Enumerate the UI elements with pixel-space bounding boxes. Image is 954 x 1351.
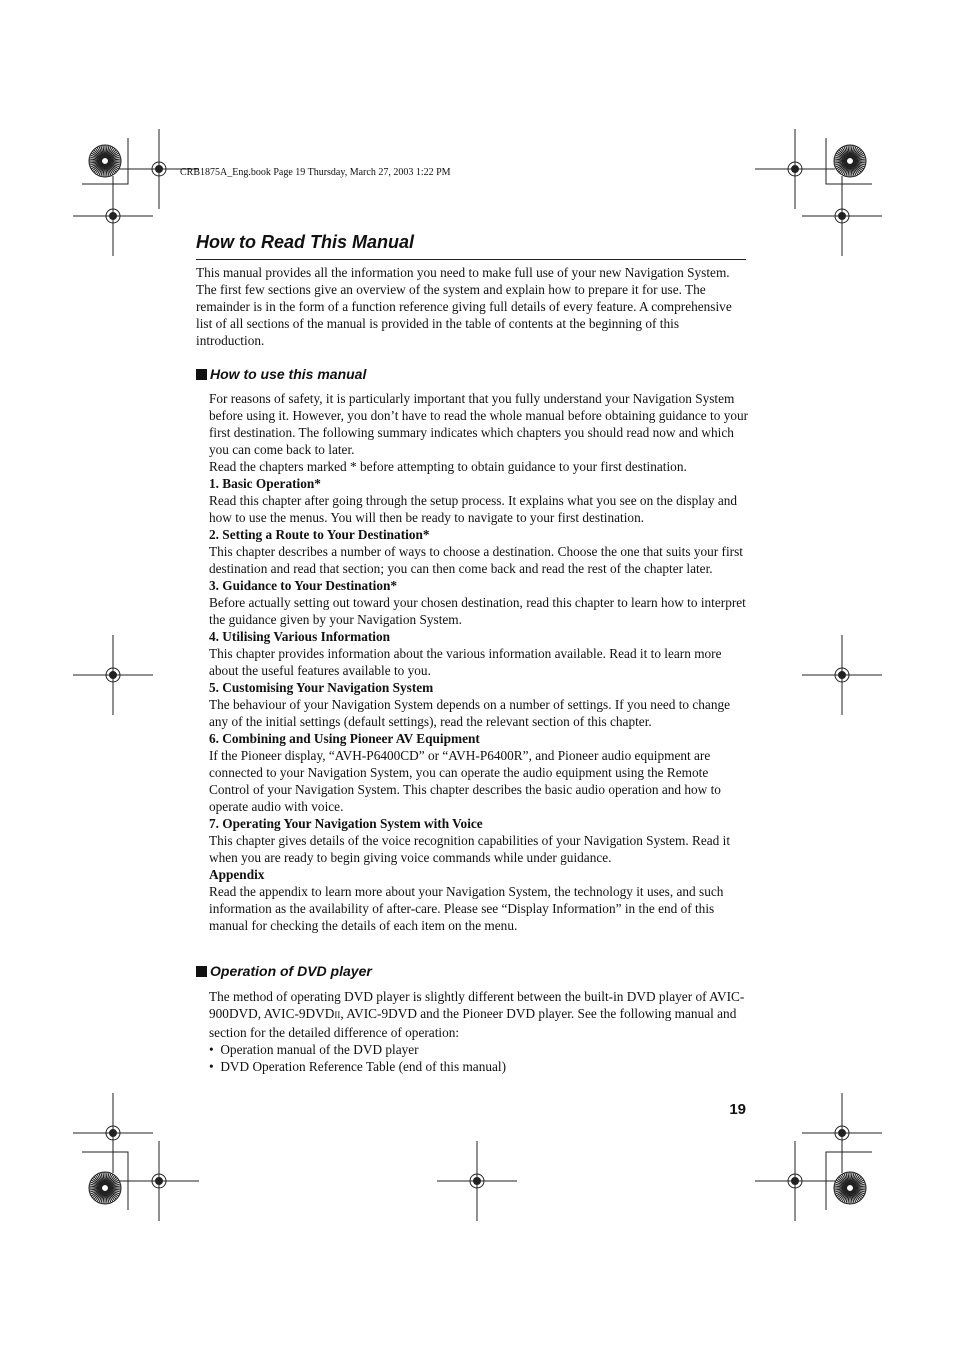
chapter-description: Before actually setting out toward your chosen destination, read this chapter to learn how to interpret the guidance given by your Navigation System.: [209, 595, 746, 627]
section-heading-text: How to use this manual: [210, 366, 367, 382]
chapter-title: 3. Guidance to Your Destination*: [209, 578, 398, 593]
list-item: • Operation manual of the DVD player: [209, 1042, 419, 1057]
title-rule: [196, 259, 746, 260]
chapter-title: 5. Customising Your Navigation System: [209, 680, 434, 695]
registration-dot: [110, 672, 117, 679]
registration-dot: [839, 213, 846, 220]
intro-paragraph: This manual provides all the information you need to make full use of your new Navigation System. The first few sections give an overview of the system and explain how to prepare it for use. The remainder is in the form of a function reference giving full details of every feature. A comprehensive list of all sections of the manual is provided in the table of contents at the beginning of this introduction.: [196, 265, 732, 348]
lead-paragraph-2: Read the chapters marked * before attempting to obtain guidance to your first destination.: [209, 459, 687, 474]
section-heading-text: Operation of DVD player: [210, 963, 372, 979]
registration-dot: [792, 166, 799, 173]
list-item: • DVD Operation Reference Table (end of this manual): [209, 1059, 507, 1074]
registration-dot: [156, 166, 163, 173]
lead-paragraph: For reasons of safety, it is particularly important that you fully understand your Navigation System before using it. However, you don’t have to read the whole manual before obtaining guidance to your first destination. The following summary indicates which chapters you should read now and which you can come back to later.: [209, 391, 749, 457]
chapter-title: 1. Basic Operation*: [209, 476, 321, 491]
how-to-use-body: [209, 390, 749, 934]
chapter-description: Read this chapter after going through the setup process. It explains what you see on the display and how to use the menus. You will then be ready to navigate to your first destination.: [209, 493, 738, 525]
square-bullet-icon: [196, 369, 207, 380]
chapter-title: 6. Combining and Using Pioneer AV Equipment: [209, 731, 480, 746]
registration-dot: [156, 1178, 163, 1185]
dvd-text-a: The method of operating DVD player is slightly different between the built-in DVD player of AVIC-900DVD, AVIC-9DVD: [209, 989, 745, 1021]
dvd-text-small: II: [334, 1010, 341, 1020]
chapter-description: If the Pioneer display, “AVH-P6400CD” or “AVH-P6400R”, and Pioneer audio equipment are connected to your Navigation System, you can operate the audio equipment using the Remote Control of your Navigation System. This chapter describes the basic audio operation and how to operate audio with voice.: [209, 748, 721, 814]
section-heading-dvd: [196, 963, 372, 979]
square-bullet-icon: [196, 966, 207, 977]
dvd-body: [209, 988, 749, 1075]
file-info-header: CRB1875A_Eng.book Page 19 Thursday, March 27, 2003 1:22 PM: [180, 167, 451, 178]
chapter-title: 7. Operating Your Navigation System with Voice: [209, 816, 483, 831]
registration-dot: [792, 1178, 799, 1185]
appendix-title: Appendix: [209, 867, 265, 882]
page-title: How to Read This Manual: [196, 232, 415, 252]
chapter-description: This chapter describes a number of ways to choose a destination. Choose the one that suits your first destination and read that section; you can then come back and read the rest of the chapter later.: [209, 544, 743, 576]
chapter-description: This chapter gives details of the voice recognition capabilities of your Navigation System. Read it when you are ready to begin giving voice commands while under guidance.: [209, 833, 731, 865]
registration-dot: [839, 1130, 846, 1137]
registration-dot: [110, 213, 117, 220]
section-heading-how-to-use: [196, 366, 366, 382]
dvd-text-b: , AVIC-9DVD and the Pioneer DVD player. See the following manual and section for the detailed difference of operation:: [209, 1006, 737, 1040]
appendix-description: Read the appendix to learn more about your Navigation System, the technology it uses, and such information as the availability of after-care. Please see “Display Information” in the end of this manual for checking the details of each item on the menu.: [209, 884, 724, 933]
page-number: 19: [729, 1101, 746, 1118]
dvd-paragraph: [209, 988, 749, 1041]
registration-dot: [839, 672, 846, 679]
registration-dot: [474, 1178, 481, 1185]
registration-dot: [110, 1130, 117, 1137]
chapter-title: 2. Setting a Route to Your Destination*: [209, 527, 430, 542]
chapter-description: This chapter provides information about the various information available. Read it to learn more about the useful features available to you.: [209, 646, 722, 678]
chapter-description: The behaviour of your Navigation System depends on a number of settings. If you need to change any of the initial settings (default settings), read the relevant section of this chapter.: [209, 697, 731, 729]
chapter-title: 4. Utilising Various Information: [209, 629, 391, 644]
